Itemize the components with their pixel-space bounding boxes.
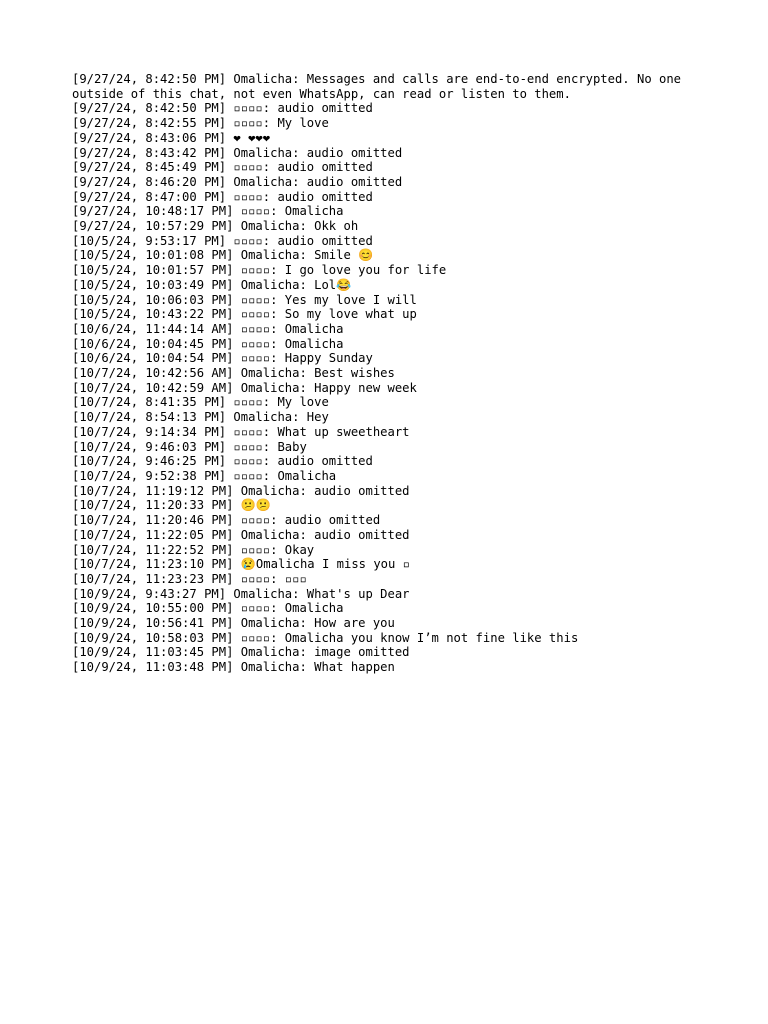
- chat-line: [10/7/24, 11:20:46 PM] ▫▫▫▫: audio omitted: [72, 513, 381, 528]
- chat-line: [9/27/24, 8:46:20 PM] Omalicha: audio omitted: [72, 174, 403, 189]
- chat-line: [10/5/24, 10:01:57 PM] ▫▫▫▫: I go love you for life: [72, 263, 447, 278]
- chat-line: [10/6/24, 10:04:45 PM] ▫▫▫▫: Omalicha: [72, 336, 344, 351]
- chat-line: [9/27/24, 10:57:29 PM] Omalicha: Okk oh: [72, 219, 359, 234]
- chat-line: [10/7/24, 11:23:10 PM] 😢Omalicha I miss you ▫: [72, 557, 411, 572]
- chat-line: [10/7/24, 9:14:34 PM] ▫▫▫▫: What up sweetheart: [72, 424, 410, 439]
- chat-line: [10/7/24, 11:20:33 PM] 😕😕: [72, 498, 272, 513]
- chat-line: [9/27/24, 8:43:06 PM] ❤ ❤❤❤: [72, 130, 271, 145]
- chat-line: [10/5/24, 10:01:08 PM] Omalicha: Smile 😊: [72, 248, 374, 263]
- chat-line: [10/7/24, 11:22:52 PM] ▫▫▫▫: Okay: [72, 542, 315, 557]
- chat-line: [10/7/24, 9:52:38 PM] ▫▫▫▫: Omalicha: [72, 468, 337, 483]
- chat-line: [9/27/24, 8:42:50 PM] Omalicha: Messages and calls are end-to-end encrypted. No one outside of this chat, not even WhatsApp, can read or listen to them.: [72, 72, 689, 101]
- chat-line: [10/9/24, 11:03:45 PM] Omalicha: image omitted: [72, 645, 410, 660]
- chat-line: [10/7/24, 10:42:56 AM] Omalicha: Best wishes: [72, 366, 395, 381]
- chat-line: [9/27/24, 8:45:49 PM] ▫▫▫▫: audio omitted: [72, 160, 373, 175]
- chat-line: [9/27/24, 8:42:55 PM] ▫▫▫▫: My love: [72, 116, 329, 131]
- chat-line: [10/7/24, 11:22:05 PM] Omalicha: audio omitted: [72, 527, 410, 542]
- chat-line: [9/27/24, 8:42:50 PM] ▫▫▫▫: audio omitted: [72, 101, 373, 116]
- chat-line: [10/5/24, 10:43:22 PM] ▫▫▫▫: So my love what up: [72, 307, 417, 322]
- chat-line: [10/9/24, 9:43:27 PM] Omalicha: What's up Dear: [72, 586, 410, 601]
- chat-line: [10/7/24, 11:19:12 PM] Omalicha: audio omitted: [72, 483, 410, 498]
- chat-line: [10/5/24, 10:03:49 PM] Omalicha: Lol😂: [72, 277, 352, 292]
- chat-line: [10/6/24, 11:44:14 AM] ▫▫▫▫: Omalicha: [72, 321, 344, 336]
- chat-line: [10/9/24, 10:55:00 PM] ▫▫▫▫: Omalicha: [72, 601, 344, 616]
- chat-line: [10/7/24, 9:46:25 PM] ▫▫▫▫: audio omitted: [72, 454, 373, 469]
- chat-line: [9/27/24, 10:48:17 PM] ▫▫▫▫: Omalicha: [72, 204, 344, 219]
- chat-line: [10/9/24, 10:56:41 PM] Omalicha: How are you: [72, 616, 395, 631]
- chat-line: [9/27/24, 8:47:00 PM] ▫▫▫▫: audio omitted: [72, 189, 373, 204]
- chat-line: [10/7/24, 9:46:03 PM] ▫▫▫▫: Baby: [72, 439, 307, 454]
- chat-line: [10/9/24, 10:58:03 PM] ▫▫▫▫: Omalicha you know I’m not fine like this: [72, 630, 579, 645]
- chat-line: [10/7/24, 8:54:13 PM] Omalicha: Hey: [72, 410, 329, 425]
- chat-line: [10/9/24, 11:03:48 PM] Omalicha: What happen: [72, 660, 395, 675]
- chat-line: [10/7/24, 10:42:59 AM] Omalicha: Happy new week: [72, 380, 417, 395]
- chat-line: [10/5/24, 9:53:17 PM] ▫▫▫▫: audio omitted: [72, 233, 373, 248]
- chat-line: [10/5/24, 10:06:03 PM] ▫▫▫▫: Yes my love I will: [72, 292, 417, 307]
- chat-transcript: [72, 72, 712, 675]
- chat-line: [10/6/24, 10:04:54 PM] ▫▫▫▫: Happy Sunday: [72, 351, 373, 366]
- chat-line: [9/27/24, 8:43:42 PM] Omalicha: audio omitted: [72, 145, 403, 160]
- chat-line: [10/7/24, 8:41:35 PM] ▫▫▫▫: My love: [72, 395, 329, 410]
- chat-line: [10/7/24, 11:23:23 PM] ▫▫▫▫: ▫▫▫: [72, 571, 307, 586]
